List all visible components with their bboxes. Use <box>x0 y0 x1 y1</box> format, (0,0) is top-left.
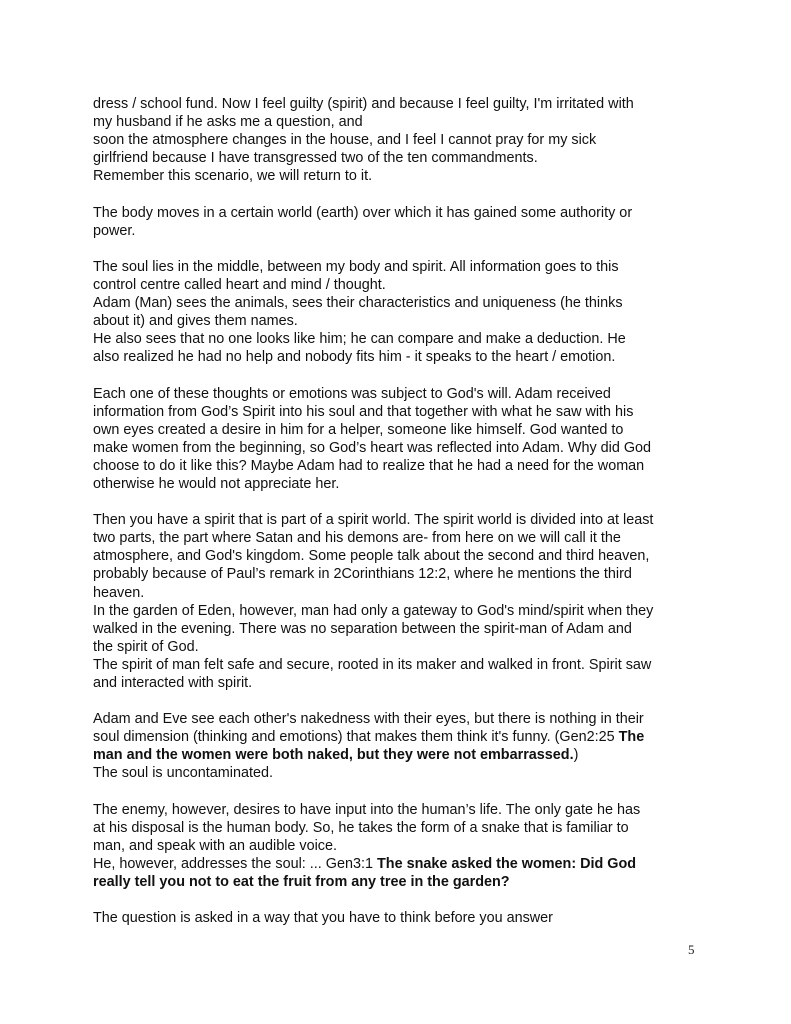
scripture-quote-bold: really tell you not to eat the fruit from any tree in the garden? <box>93 874 510 891</box>
text-line: Adam (Man) sees the animals, sees their characteristics and uniqueness (he thinks <box>93 295 623 312</box>
text-line: Remember this scenario, we will return to it. <box>93 168 373 185</box>
paragraph-gods-will <box>93 385 713 494</box>
text-line: In the garden of Eden, however, man had only a gateway to God's mind/spirit when they <box>93 602 654 619</box>
text-line: at his disposal is the human body. So, he takes the form of a snake that is familiar to <box>93 819 629 836</box>
text-run: soul dimension (thinking and emotions) that makes them think it's funny. (Gen2:25 <box>93 729 619 746</box>
text-line: Then you have a spirit that is part of a spirit world. The spirit world is divided into at least <box>93 512 654 529</box>
text-line: own eyes created a desire in him for a helper, someone like himself. God wanted to <box>93 421 624 438</box>
scripture-quote-bold: man and the women were both naked, but they were not embarrassed. <box>93 747 574 764</box>
text-line: Each one of these thoughts or emotions was subject to God's will. Adam received <box>93 385 611 402</box>
scripture-quote-bold: The snake asked the women: Did God <box>376 855 637 872</box>
paragraph-body <box>93 204 713 240</box>
text-line: The question is asked in a way that you have to think before you answer <box>93 910 553 927</box>
text-line: dress / school fund. Now I feel guilty (spirit) and because I feel guilty, I'm irritated with <box>93 96 634 112</box>
text-line: heaven. <box>93 584 145 601</box>
text-line: Adam and Eve see each other's nakedness with their eyes, but there is nothing in their <box>93 711 644 728</box>
paragraph-spirit-world <box>93 511 713 692</box>
paragraph-enemy <box>93 801 713 891</box>
text-line: about it) and gives them names. <box>93 313 298 330</box>
page-number: 5 <box>688 942 695 957</box>
text-line: The body moves in a certain world (earth) over which it has gained some authority or <box>93 204 633 221</box>
text-line: power. <box>93 222 136 239</box>
paragraph-soul <box>93 258 713 367</box>
text-run: He, however, addresses the soul: ... Gen3:1 <box>93 855 377 872</box>
text-line: and interacted with spirit. <box>93 675 253 691</box>
text-line: atmosphere, and God's kingdom. Some people talk about the second and third heaven, <box>93 548 650 565</box>
text-line: the spirit of God. <box>93 638 199 655</box>
scripture-quote-bold: The <box>618 729 645 746</box>
text-line: make women from the beginning, so God’s heart was reflected into Adam. Why did God <box>93 439 652 456</box>
text-line: my husband if he asks me a question, and <box>93 114 363 131</box>
text-line <box>93 855 713 873</box>
text-line: girlfriend because I have transgressed two of the ten commandments. <box>93 150 538 167</box>
text-line: man, and speak with an audible voice. <box>93 837 337 854</box>
text-line: otherwise he would not appreciate her. <box>93 475 340 492</box>
text-line: He also sees that no one looks like him; he can compare and make a deduction. He <box>93 331 626 348</box>
text-line: The spirit of man felt safe and secure, rooted in its maker and walked in front. Spirit saw <box>93 656 652 673</box>
text-line: two parts, the part where Satan and his demons are- from here on we will call it the <box>93 530 621 547</box>
text-line: choose to do it like this? Maybe Adam had to realize that he had a need for the woman <box>93 457 645 474</box>
paragraph-question <box>93 909 713 927</box>
text-line: The enemy, however, desires to have input into the human’s life. The only gate he has <box>93 801 641 818</box>
text-line: control centre called heart and mind / thought. <box>93 276 386 293</box>
text-line <box>93 728 713 746</box>
text-line: soon the atmosphere changes in the house, and I feel I cannot pray for my sick <box>93 132 597 149</box>
text-line <box>93 746 713 764</box>
document-page <box>93 95 713 927</box>
text-line: also realized he had no help and nobody fits him - it speaks to the heart / emotion. <box>93 349 616 366</box>
paragraph-scenario <box>93 95 713 185</box>
text-line: The soul lies in the middle, between my body and spirit. All information goes to this <box>93 258 619 275</box>
text-line: The soul is uncontaminated. <box>93 765 273 782</box>
text-line: information from God’s Spirit into his soul and that together with what he saw with his <box>93 403 634 420</box>
text-line: walked in the evening. There was no separation between the spirit-man of Adam and <box>93 620 632 637</box>
text-run: ) <box>573 747 579 764</box>
paragraph-adam-and-eve <box>93 710 713 782</box>
text-line: probably because of Paul’s remark in 2Corinthians 12:2, where he mentions the third <box>93 566 632 583</box>
